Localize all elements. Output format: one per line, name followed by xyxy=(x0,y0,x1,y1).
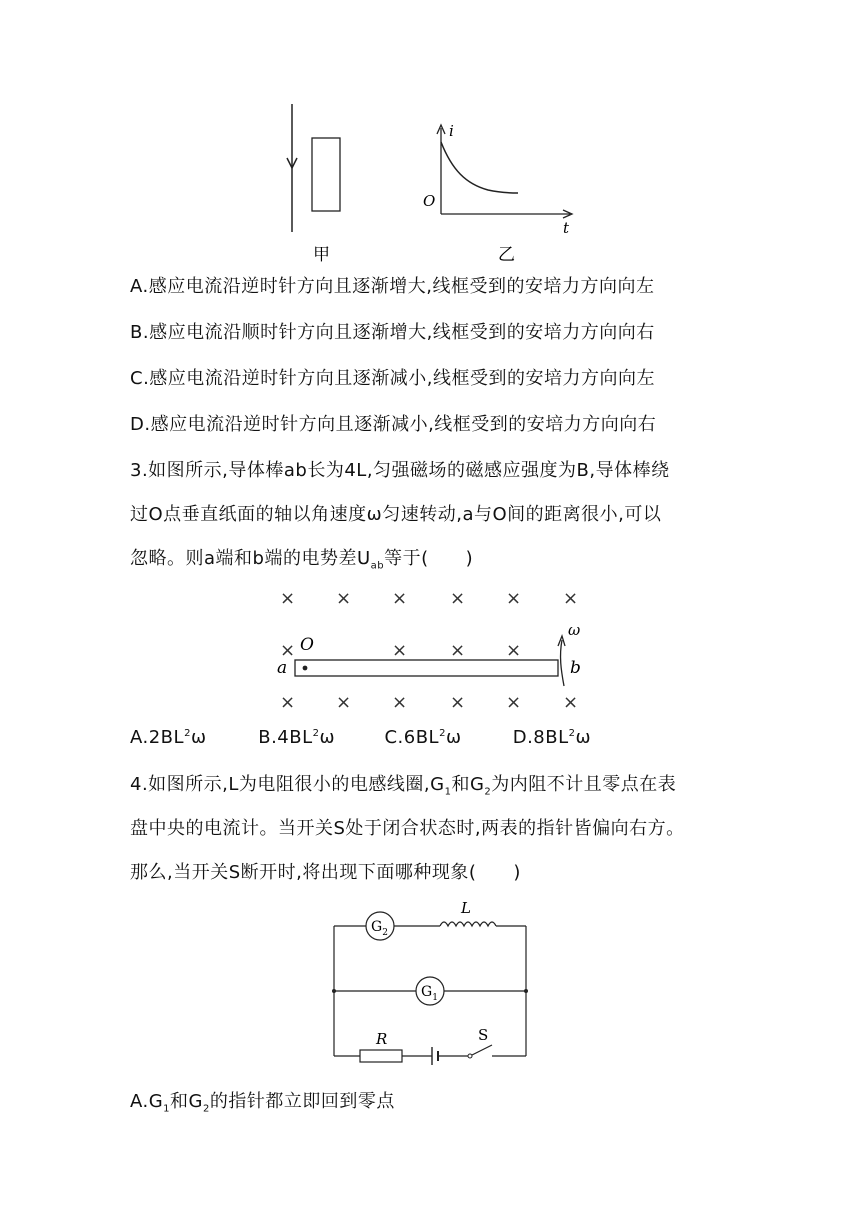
field-cross: × xyxy=(450,588,466,609)
field-cross: × xyxy=(392,588,408,609)
q3-text-line1: 3.如图所示,导体棒ab长为4L,匀强磁场的磁感应强度为B,导体棒绕 xyxy=(130,460,670,481)
inductor-coil xyxy=(440,922,496,926)
q3-option-a-pre: A.2BL xyxy=(130,727,185,748)
q4-option-a xyxy=(130,1087,395,1115)
q2-option-b: B.感应电流沿顺时针方向且逐渐增大,线框受到的安培力方向向右 xyxy=(130,322,655,343)
label-o: O xyxy=(300,635,314,655)
q3-option-a-post: ω xyxy=(190,727,207,748)
field-cross: × xyxy=(280,640,296,661)
figure-1 xyxy=(270,100,590,270)
figure-3-circuit xyxy=(320,895,540,1065)
q4-line1-post: 为内阻不计且零点在表 xyxy=(491,774,677,795)
q3-option-c-post: ω xyxy=(445,727,462,748)
q3-options xyxy=(130,727,591,748)
q4-line1-s1: 1 xyxy=(444,786,452,798)
g1-label: $G_1$ xyxy=(421,984,438,1003)
q4-optA-s2: 2 xyxy=(203,1103,210,1115)
resistor-r xyxy=(360,1050,402,1062)
q3-option-b-sup: 2 xyxy=(312,728,320,739)
q3-option-c xyxy=(384,727,506,748)
field-cross: × xyxy=(280,588,296,609)
field-cross: × xyxy=(336,692,352,710)
label-b: b xyxy=(570,658,581,678)
q3-option-a xyxy=(130,727,252,748)
q2-option-a: A.感应电流沿逆时针方向且逐渐增大,线框受到的安培力方向向左 xyxy=(130,276,655,297)
field-cross: × xyxy=(392,640,408,661)
g2-label: $G_2$ xyxy=(371,919,388,938)
q4-optA-s1: 1 xyxy=(163,1103,171,1115)
conductor-rod xyxy=(295,660,558,676)
q3-option-c-pre: C.6BL xyxy=(384,727,440,748)
field-cross: × xyxy=(450,640,466,661)
q3-line3-post: 等于( ) xyxy=(384,548,474,569)
wire-frame xyxy=(312,138,340,211)
field-cross: × xyxy=(506,588,522,609)
q4-text-line2: 盘中央的电流计。当开关S处于闭合状态时,两表的指针皆偏向右方。 xyxy=(130,818,685,839)
field-cross: × xyxy=(450,692,466,710)
label-l: L xyxy=(461,899,471,917)
q3-option-c-sup: 2 xyxy=(439,728,446,739)
field-cross: × xyxy=(336,588,352,609)
field-cross: × xyxy=(563,588,579,609)
q3-option-b xyxy=(258,727,378,748)
q4-optA-mid: 和G xyxy=(170,1091,203,1112)
magnetic-field-crosses xyxy=(280,588,581,710)
q4-text-line1 xyxy=(130,770,676,798)
axis-t-label: t xyxy=(563,219,570,237)
pivot-o-dot xyxy=(303,666,308,671)
q4-optA-pre: A.G xyxy=(130,1091,164,1112)
q3-option-d-pre: D.8BL xyxy=(512,727,569,748)
q2-option-c: C.感应电流沿逆时针方向且逐渐减小,线框受到的安培力方向向左 xyxy=(130,368,656,389)
rotation-arrow-icon xyxy=(561,640,564,686)
figure-2 xyxy=(270,578,590,710)
q3-option-d-post: ω xyxy=(575,727,592,748)
field-cross: × xyxy=(392,692,408,710)
field-cross: × xyxy=(506,692,522,710)
field-cross: × xyxy=(280,692,296,710)
q3-line3-pre: 忽略。则a端和b端的电势差U xyxy=(130,548,371,569)
axis-i-label: i xyxy=(449,122,454,140)
label-omega: ω xyxy=(568,621,581,639)
decay-curve xyxy=(441,142,518,193)
q3-option-b-post: ω xyxy=(319,727,336,748)
switch-s xyxy=(472,1045,492,1055)
q3-option-b-pre: B.4BL xyxy=(258,727,313,748)
origin-label: O xyxy=(423,192,436,210)
caption-jia: 甲 xyxy=(313,245,330,265)
field-cross: × xyxy=(506,640,522,661)
q3-option-d xyxy=(513,727,591,748)
switch-contact xyxy=(468,1054,472,1058)
label-r: R xyxy=(376,1030,388,1048)
label-s: S xyxy=(478,1026,489,1044)
field-cross: × xyxy=(563,692,579,710)
q3-text-line3 xyxy=(130,544,473,572)
q3-option-d-sup: 2 xyxy=(568,728,576,739)
q4-text-line3: 那么,当开关S断开时,将出现下面哪种现象( ) xyxy=(130,862,521,883)
label-a: a xyxy=(277,658,288,678)
q3-line3-sub: ab xyxy=(370,560,385,572)
q4-line1-pre: 4.如图所示,L为电阻很小的电感线圈,G xyxy=(130,774,445,795)
caption-yi: 乙 xyxy=(498,245,515,265)
q3-option-a-sup: 2 xyxy=(184,728,191,739)
q3-text-line2: 过O点垂直纸面的轴以角速度ω匀速转动,a与O间的距离很小,可以 xyxy=(130,504,662,525)
q4-line1-s2: 2 xyxy=(484,786,492,798)
q4-line1-mid: 和G xyxy=(451,774,485,795)
q4-optA-post: 的指针都立即回到零点 xyxy=(209,1091,395,1112)
q2-option-d: D.感应电流沿逆时针方向且逐渐减小,线框受到的安培力方向向右 xyxy=(130,414,657,435)
